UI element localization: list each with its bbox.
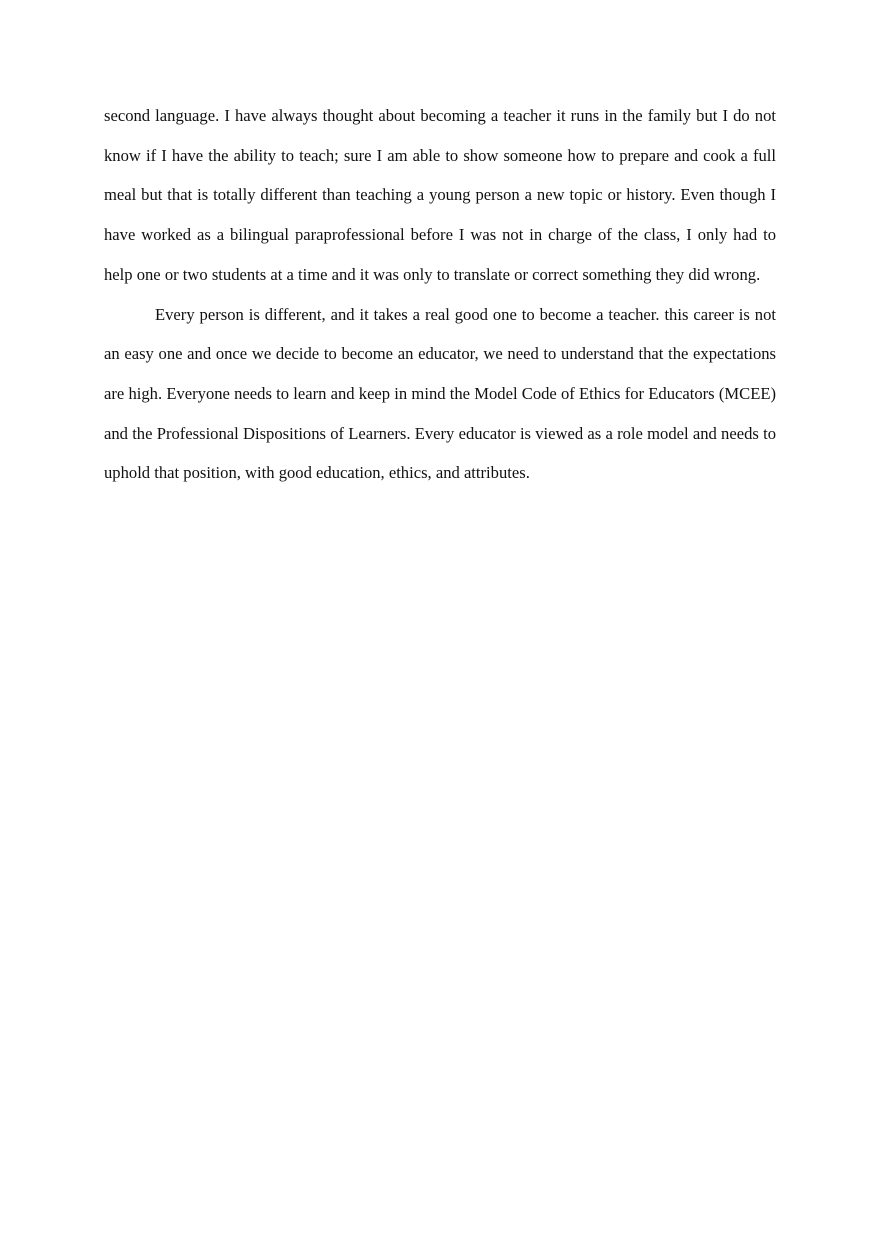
paragraph-continued: second language. I have always thought about becoming a teacher it runs in the family but I do not know if I have the ability to teach; sure I am able to show someone how to prepare and cook a full meal but that is totally different than teaching a young person a new topic or history. Even though I have worked as a bilingual paraprofessional before I was not in charge of the class, I only had to help one or two students at a time and it was only to translate or correct something they did wrong. <box>104 106 776 284</box>
paragraph-ethics: Every person is different, and it takes a real good one to become a teacher. this career is not an easy one and once we decide to become an educator, we need to understand that the expectations are high. Everyone needs to learn and keep in mind the Model Code of Ethics for Educators (MCEE) and the Professional Dispositions of Learners. Every educator is viewed as a role model and needs to uphold that position, with good education, ethics, and attributes. <box>104 304 776 483</box>
body-text <box>104 96 776 493</box>
